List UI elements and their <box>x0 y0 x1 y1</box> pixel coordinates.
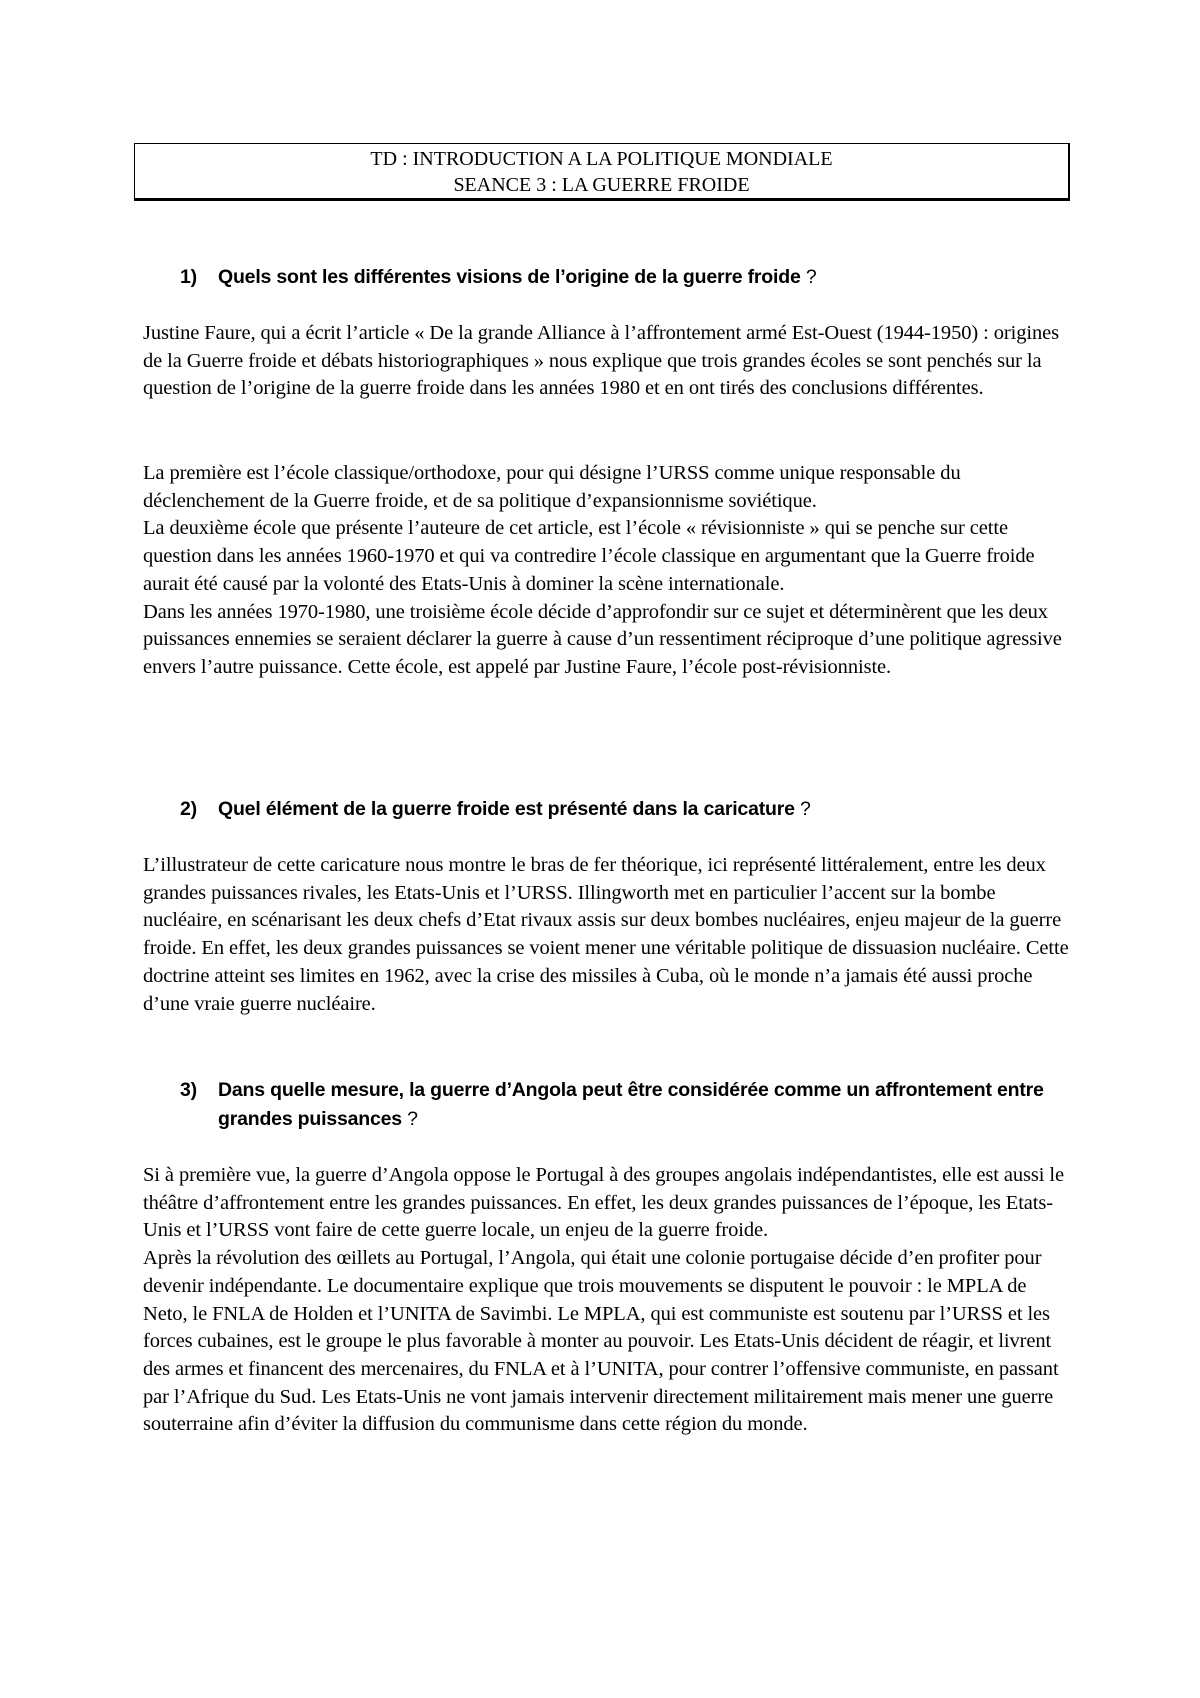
question-number: 3) <box>180 1079 197 1101</box>
paragraph-text: Justine Faure, qui a écrit l’article « De la grande Alliance à l’affrontement armé Est-Ouest (1944-1950) : origines de la Guerre froide et débats historiographiques » nous explique que trois grandes écoles se sont penchés sur la question de l’origine de la guerre froide dans les années 1980 et en ont tirés des conclusions différentes. <box>143 322 1059 400</box>
paragraph-text: Dans les années 1970-1980, une troisième école décide d’approfondir sur ce sujet et déterminèrent que les deux puissances ennemies se seraient déclarer la guerre à cause d’un ressentiment réciproque d’une politique agressive envers l’autre puissance. Cette école, est appelé par Justine Faure, l’école post-révisionniste. <box>143 600 1062 678</box>
answer-3-paragraph-1 <box>143 1162 1073 1439</box>
question-text <box>218 1076 1080 1134</box>
question-number: 2) <box>180 798 197 820</box>
title-line-1: TD : INTRODUCTION A LA POLITIQUE MONDIALE <box>370 148 833 170</box>
question-2 <box>180 795 1080 824</box>
question-number: 1) <box>180 266 197 288</box>
paragraph-text: La première est l’école classique/orthodoxe, pour qui désigne l’URSS comme unique responsable du déclenchement de la Guerre froide, et de sa politique d’expansionnisme soviétique. <box>143 462 961 512</box>
title-box <box>134 143 1070 201</box>
question-mark: ? <box>407 1108 418 1130</box>
paragraph-text: La deuxième école que présente l’auteure de cet article, est l’école « révisionniste » qui se penche sur cette question dans les années 1960-1970 et qui va contredire l’école classique en argumentant que la Guerre froide aurait été causé par la volonté des Etats-Unis à dominer la scène internationale. <box>143 517 1035 595</box>
question-label: Dans quelle mesure, la guerre d’Angola peut être considérée comme un affrontement entre grandes puissances <box>218 1079 1044 1130</box>
paragraph-text: L’illustrateur de cette caricature nous montre le bras de fer théorique, ici représenté littéralement, entre les deux grandes puissances rivales, les Etats-Unis et l’URSS. Illingworth met en particulier l’accent sur la bombe nucléaire, en scénarisant les deux chefs d’Etat rivaux assis sur deux bombes nucléaires, enjeu majeur de la guerre froide. En effet, les deux grandes puissances se voient mener une véritable politique de dissuasion nucléaire. Cette doctrine atteint ses limites en 1962, avec la crise des missiles à Cuba, où le monde n’a jamais été aussi proche d’une vraie guerre nucléaire. <box>143 854 1069 1015</box>
question-text <box>218 795 1080 824</box>
title-line-2: SEANCE 3 : LA GUERRE FROIDE <box>453 174 750 196</box>
question-mark: ? <box>799 798 811 820</box>
question-3 <box>180 1076 1080 1134</box>
question-text <box>218 263 1080 292</box>
question-label: Quels sont les différentes visions de l’origine de la guerre froide <box>218 266 801 288</box>
answer-1-paragraph-2 <box>143 460 1073 682</box>
question-label: Quel élément de la guerre froide est présenté dans la caricature <box>218 798 795 820</box>
answer-1-paragraph-1 <box>143 320 1073 403</box>
question-1 <box>180 263 1080 292</box>
paragraph-text: Après la révolution des œillets au Portugal, l’Angola, qui était une colonie portugaise décide d’en profiter pour devenir indépendante. Le documentaire explique que trois mouvements se disputent le pouvoir : le MPLA de Neto, le FNLA de Holden et l’UNITA de Savimbi. Le MPLA, qui est communiste est soutenu par l’URSS et les forces cubaines, est le groupe le plus favorable à monter au pouvoir. Les Etats-Unis décident de réagir, et livrent des armes et financent des mercenaires, du FNLA et à l’UNITA, pour contrer l’offensive communiste, en passant par l’Afrique du Sud. Les Etats-Unis ne vont jamais intervenir directement militairement mais mener une guerre souterraine afin d’éviter la diffusion du communisme dans cette région du monde. <box>143 1247 1059 1436</box>
paragraph-text: Si à première vue, la guerre d’Angola oppose le Portugal à des groupes angolais indépendantistes, elle est aussi le théâtre d’affrontement entre les grandes puissances. En effet, les deux grandes puissances de l’époque, les Etats-Unis et l’URSS vont faire de cette guerre locale, un enjeu de la guerre froide. <box>143 1164 1064 1242</box>
question-mark: ? <box>805 266 817 288</box>
answer-2-paragraph-1 <box>143 852 1073 1018</box>
